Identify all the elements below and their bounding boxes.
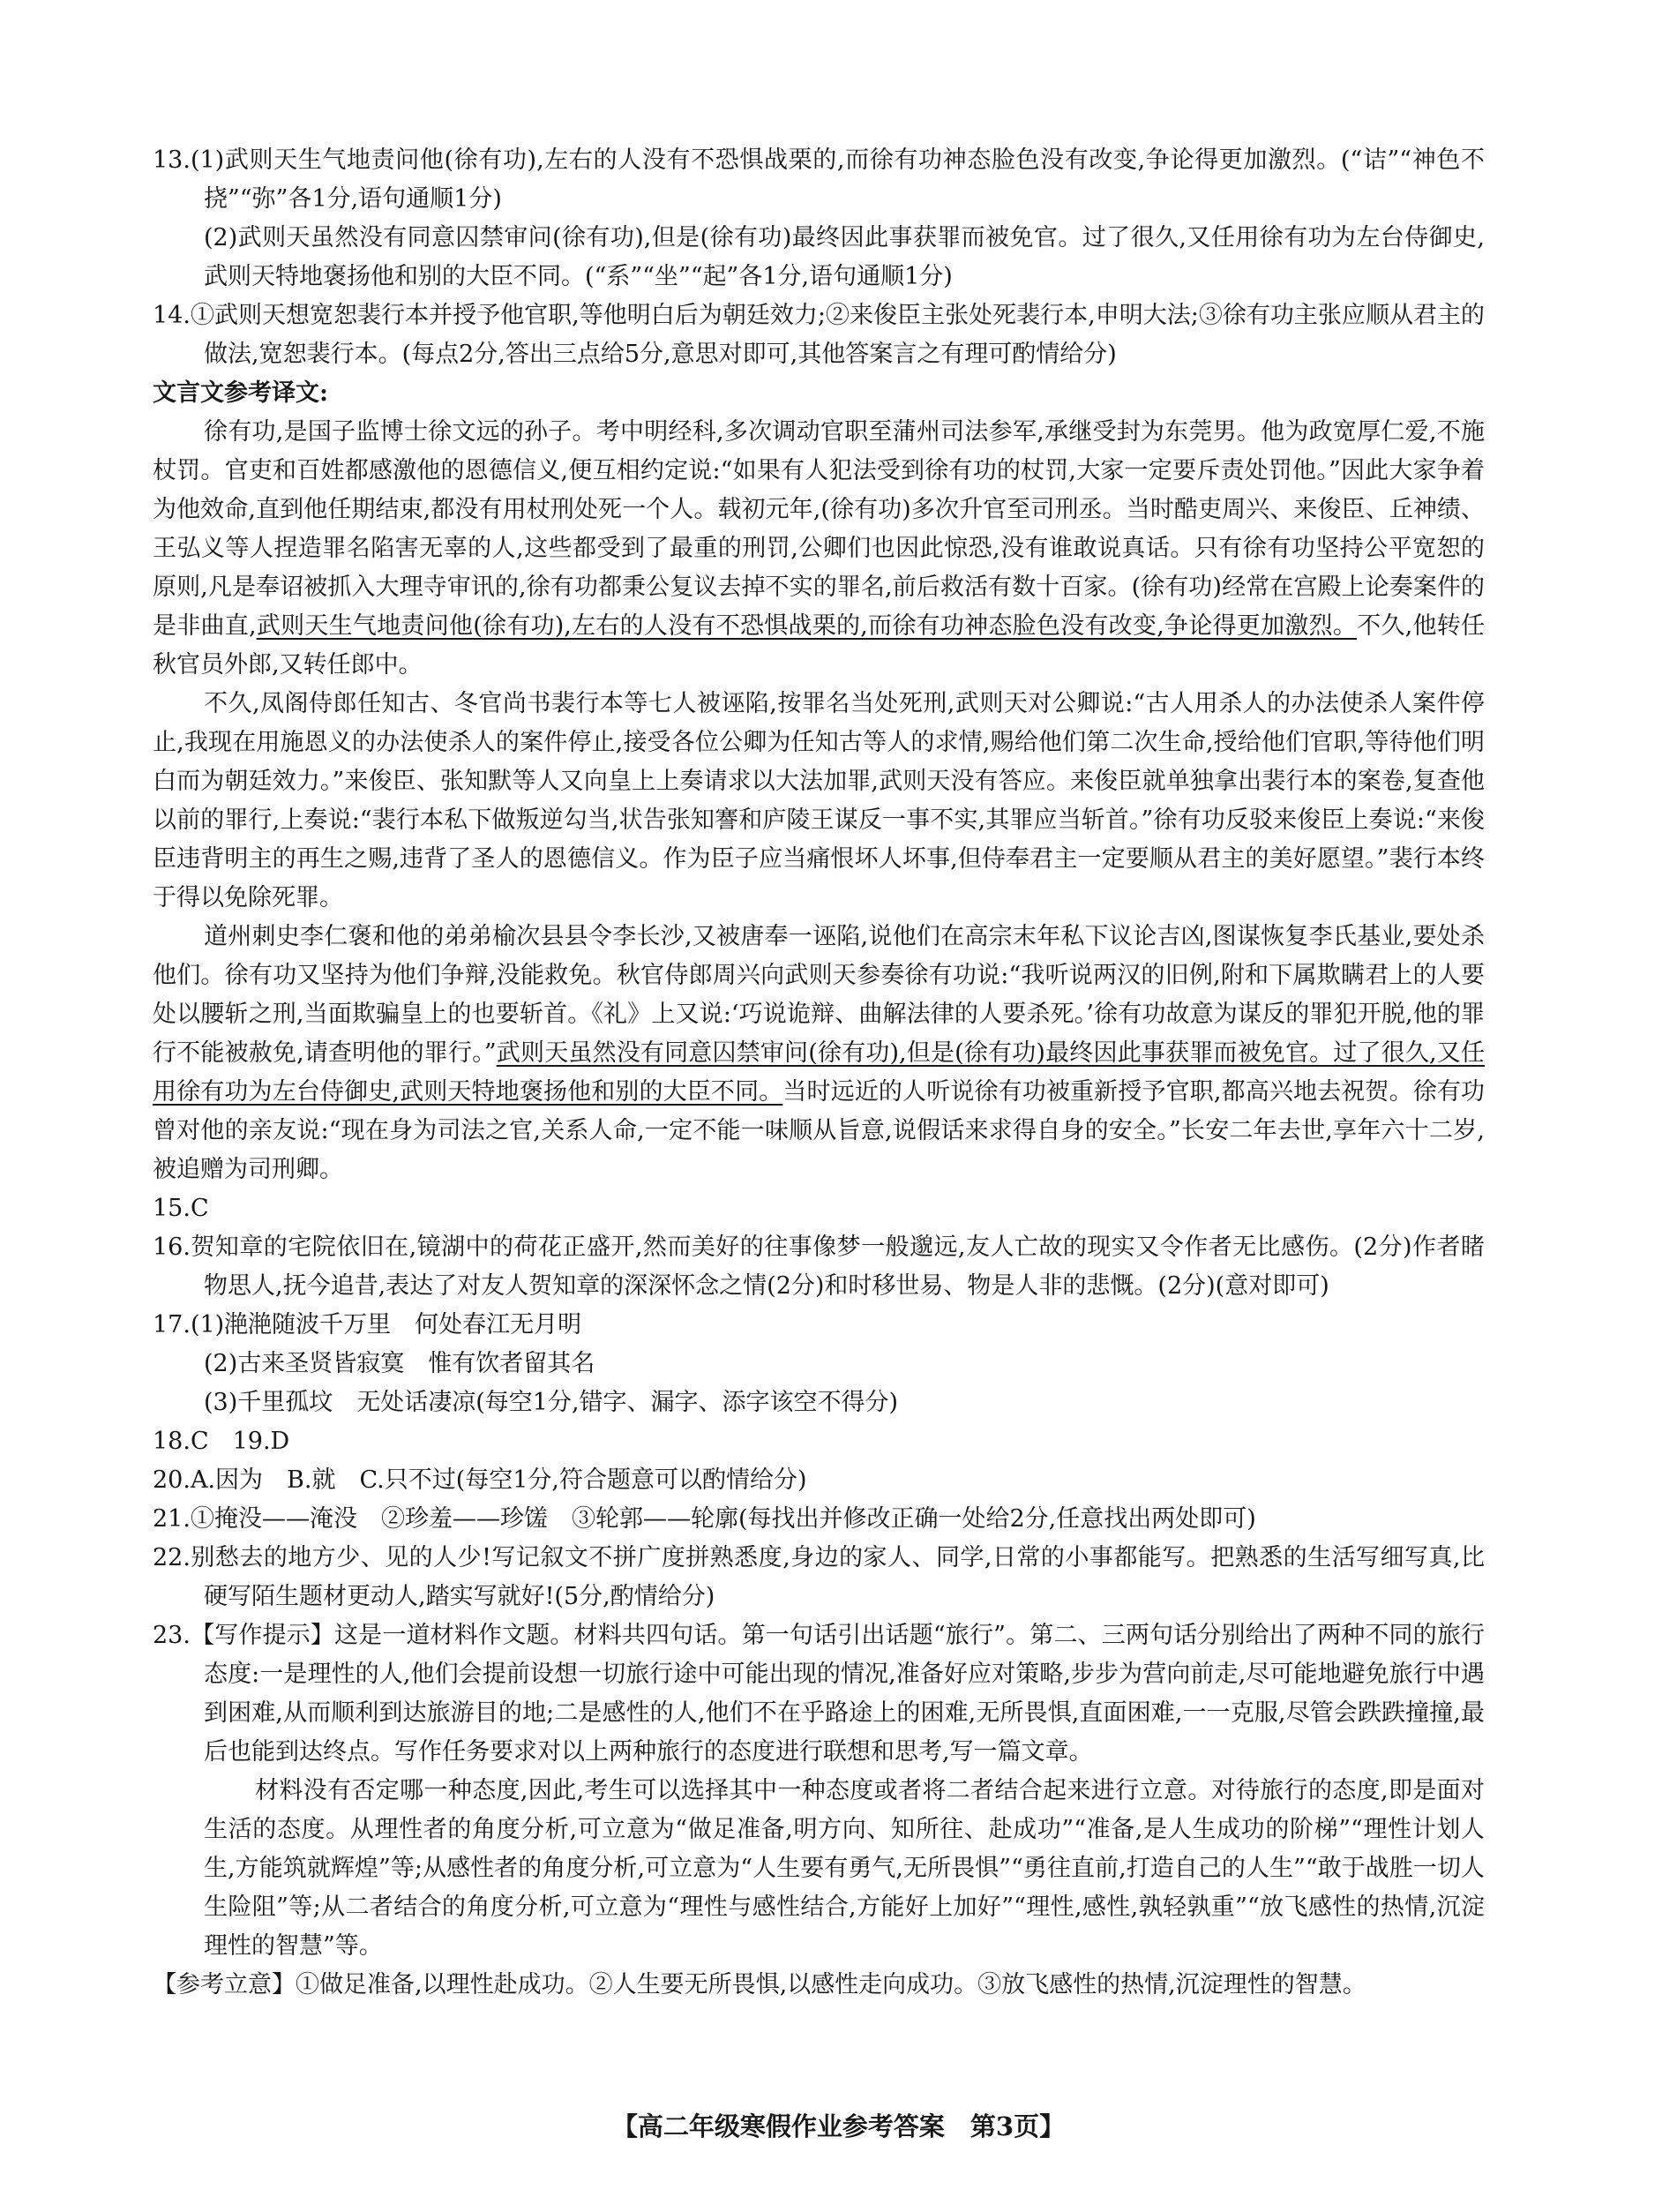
translation-text: 不久,他转任秋官员外郎,又转任郎中。 xyxy=(153,612,1485,679)
answer-17-3: (3)千里孤坟 无处话凄凉(每空1分,错字、漏字、添字该空不得分) xyxy=(204,1389,899,1416)
answer-23-reference: 【参考立意】①做足准备,以理性赴成功。②人生要无所畏惧,以感性走向成功。③放飞感性的热情,沉淀理性的智慧。 xyxy=(153,1971,1366,1998)
page-footer: 【高二年级寒假作业参考答案 第3页】 xyxy=(611,2111,1066,2141)
answer-17-2: (2)古来圣贤皆寂寞 惟有饮者留其名 xyxy=(204,1350,595,1377)
translation-text: 道州刺史李仁褒和他的弟弟榆次县县令李长沙,又被唐奉一诬陷,说他们在高宗末年私下议论吉凶,图谋恢复李氏基业,要处杀他们。徐有功又坚持为他们争辩,没能救免。秋官侍郎周兴向武则天参奏徐有功说:“我听说两汉的旧例,附和下属欺瞒君上的人要处以腰斩之刑,当面欺骗皇上的也要斩首。《礼》上又说:‘巧说诡辩、曲解法律的人要杀死。’徐有功故意为谋反的罪犯开脱,他的罪行不能被赦免,请查明他的罪行。” xyxy=(153,923,1485,1067)
translation-paragraph-2: 不久,凤阁侍郎任知古、冬官尚书裴行本等七人被诬陷,按罪名当处死刑,武则天对公卿说:“古人用杀人的办法使杀人案件停止,我现在用施恩义的办法使杀人的案件停止,接受各位公卿为任知古等人的求情,赐给他们第二次生命,授给他们官职,等待他们明白而为朝廷效力。”来俊臣、张知默等人又向皇上上奏请求以大法加罪,武则天没有答应。来俊臣就单独拿出裴行本的案卷,复查他以前的罪行,上奏说:“裴行本私下做叛逆勾当,状告张知謇和庐陵王谋反一事不实,其罪应当斩首。”徐有功反驳来俊臣上奏说:“来俊臣违背明主的再生之赐,违背了圣人的恩德信义。作为臣子应当痛恨坏人坏事,但侍奉君主一定要顺从君主的美好愿望。”裴行本终于得以免除死罪。 xyxy=(153,690,1485,911)
translation-underlined-sentence: 武则天生气地责问他(徐有功),左右的人没有不恐惧战栗的,而徐有功神态脸色没有改变,争论得更加激烈。 xyxy=(256,612,1358,640)
answer-21: 21.①掩没——淹没 ②珍羞——珍馐 ③轮郭——轮廓(每找出并修改正确一处给2分,任意找出两处即可) xyxy=(153,1505,1256,1533)
translation-text: 徐有功,是国子监博士徐文远的孙子。考中明经科,多次调动官职至蒲州司法参军,承继受封为东莞男。他为政宽厚仁爱,不施杖罚。官吏和百姓都感激他的恩德信义,便互相约定说:“如果有人犯法受到徐有功的杖罚,大家一定要斥责处罚他。”因此大家争着为他效命,直到他任期结束,都没有用杖刑处死一个人。载初元年,(徐有功)多次升官至司刑丞。当时酷吏周兴、来俊臣、丘神绩、王弘义等人捏造罪名陷害无辜的人,这些都受到了最重的刑罚,公卿们也因此惊恐,没有谁敢说真话。只有徐有功坚持公平宽恕的原则,凡是奉诏被抓入大理寺审讯的,徐有功都秉公复议去掉不实的罪名,前后救活有数十百家。(徐有功)经常在宫殿上论奏案件的是非曲直, xyxy=(153,418,1485,640)
answer-page xyxy=(153,141,1485,2005)
translation-heading: 文言文参考译文: xyxy=(153,379,328,407)
answer-14: 14.①武则天想宽恕裴行本并授予他官职,等他明白后为朝廷效力;②来俊臣主张处死裴行本,申明大法;③徐有功主张应顺从君主的做法,宽恕裴行本。(每点2分,答出三点给5分,意思对即可,其他答案言之有理可酌情给分) xyxy=(153,302,1485,368)
translation-paragraph-3 xyxy=(153,918,1485,1189)
answer-16: 16.贺知章的宅院依旧在,镜湖中的荷花正盛开,然而美好的往事像梦一般邈远,友人亡故的现实又令作者无比感伤。(2分)作者睹物思人,抚今追昔,表达了对友人贺知章的深深怀念之情(2分)和时移世易、物是人非的悲慨。(2分)(意对即可) xyxy=(153,1233,1485,1300)
translation-paragraph-1 xyxy=(153,413,1485,685)
answer-13-2: (2)武则天虽然没有同意囚禁审问(徐有功),但是(徐有功)最终因此事获罪而被免官。过了很久,又任用徐有功为左台侍御史,武则天特地褒扬他和别的大臣不同。(“系”“坐”“起”各1分,语句通顺1分) xyxy=(204,224,1485,290)
translation-underlined-sentence: 武则天虽然没有同意囚禁审问(徐有功),但是(徐有功)最终因此事获罪而被免官。过了很久,又任用徐有功为左台侍御史,武则天特地褒扬他和别的大臣不同。 xyxy=(153,1039,1485,1106)
answer-22: 22.别愁去的地方少、见的人少!写记叙文不拼广度拼熟悉度,身边的家人、同学,日常的小事都能写。把熟悉的生活写细写真,比硬写陌生题材更动人,踏实写就好!(5分,酌情给分) xyxy=(153,1544,1485,1610)
answer-18-19: 18.C 19.D xyxy=(153,1428,290,1455)
answer-15: 15.C xyxy=(153,1195,209,1222)
answer-20: 20.A.因为 B.就 C.只不过(每空1分,符合题意可以酌情给分) xyxy=(153,1466,807,1494)
answer-23-hint: 23.【写作提示】这是一道材料作文题。材料共四句话。第一句话引出话题“旅行”。第二、三两句话分别给出了两种不同的旅行态度:一是理性的人,他们会提前设想一切旅行途中可能出现的情况,准备好应对策略,步步为营向前走,尽可能地避免旅行中遇到困难,从而顺利到达旅游目的地;二是感性的人,他们不在乎路途上的困难,无所畏惧,直面困难,一一克服,尽管会跌跌撞撞,最后也能到达终点。写作任务要求对以上两种旅行的态度进行联想和思考,写一篇文章。 xyxy=(153,1622,1485,1766)
answer-23-analysis: 材料没有否定哪一种态度,因此,考生可以选择其中一种态度或者将二者结合起来进行立意。对待旅行的态度,即是面对生活的态度。从理性者的角度分析,可立意为“做足准备,明方向、知所往、赴成功”“准备,是人生成功的阶梯”“理性计划人生,方能筑就辉煌”等;从感性者的角度分析,可立意为“人生要有勇气,无所畏惧”“勇往直前,打造自己的人生”“敢于战胜一切人生险阻”等;从二者结合的角度分析,可立意为“理性与感性结合,方能好上加好”“理性,感性,孰轻孰重”“放飞感性的热情,沉淀理性的智慧”等。 xyxy=(204,1777,1485,1960)
answer-17-1: 17.(1)滟滟随波千万里 何处春江无月明 xyxy=(153,1311,582,1338)
translation-text: 当时远近的人听说徐有功被重新授予官职,都高兴地去祝贺。徐有功曾对他的亲友说:“现在身为司法之官,关系人命,一定不能一味顺从旨意,说假话来求得自身的安全。”长安二年去世,享年六十二岁,被追赠为司刑卿。 xyxy=(153,1078,1485,1183)
answer-13-1: 13.(1)武则天生气地责问他(徐有功),左右的人没有不恐惧战栗的,而徐有功神态脸色没有改变,争论得更加激烈。(“诘”“神色不挠”“弥”各1分,语句通顺1分) xyxy=(153,146,1485,213)
